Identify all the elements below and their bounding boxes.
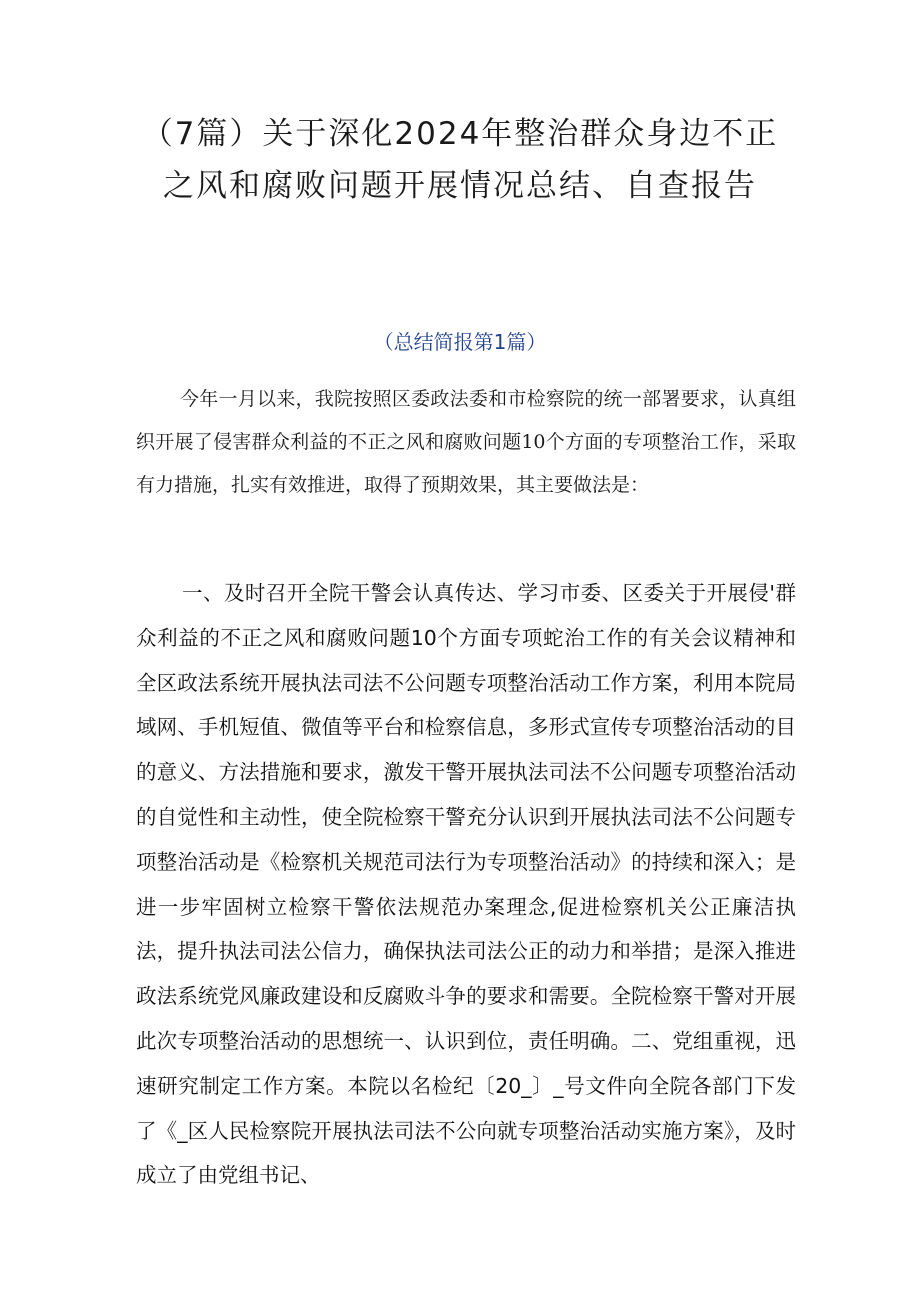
- body-paragraph-2: 一、及时召开全院干警会认真传达、学习市委、区委关于开展侵'群众利益的不正之风和腐败问题10个方面专项蛇治工作的有关会议精神和全区政法系统开展执法司法不公问题专项整治活动工作方案，利用本院局域网、手机短值、微值等平台和检察信息，多形式宣传专项整治活动的目的意义、方法措施和要求，激发干警开展执法司法不公问题专项整治活动的自觉性和主动性，使全院检察干警充分认识到开展执法司法不公问题专项整治活动是《检察机关规范司法行为专项整治活动》的持续和深入；是进一步牢固树立检察干警依法规范办案理念,促进检察机关公正廉洁执法，提升执法司法公信力，确保执法司法公正的动力和举措；是深入推进政法系统党风廉政建设和反腐败斗争的要求和需要。全院检察干警对开展此次专项整治活动的思想统一、认识到位，责任明确。二、党组重视，迅速研究制定工作方案。本院以名检纪〔20_〕_号文件向全院各部门下发了《_区人民检察院开展执法司法不公向就专项整治活动实施方案》，及时成立了由党组书记、: [136, 581, 796, 1188]
- body-paragraph-1: 今年一月以来，我院按照区委政法委和市检察院的统一部署要求，认真组织开展了侵害群众利益的不正之风和腐败问题10个方面的专项整治工作，采取有力措施，扎实有效推进，取得了预期效果，其主要做法是：: [136, 388, 796, 496]
- document-subtitle: （总结简报第1篇）: [373, 330, 547, 354]
- document-title: （7篇）关于深化2024年整治群众身边不正之风和腐败问题开展情况总结、自查报告: [141, 116, 779, 204]
